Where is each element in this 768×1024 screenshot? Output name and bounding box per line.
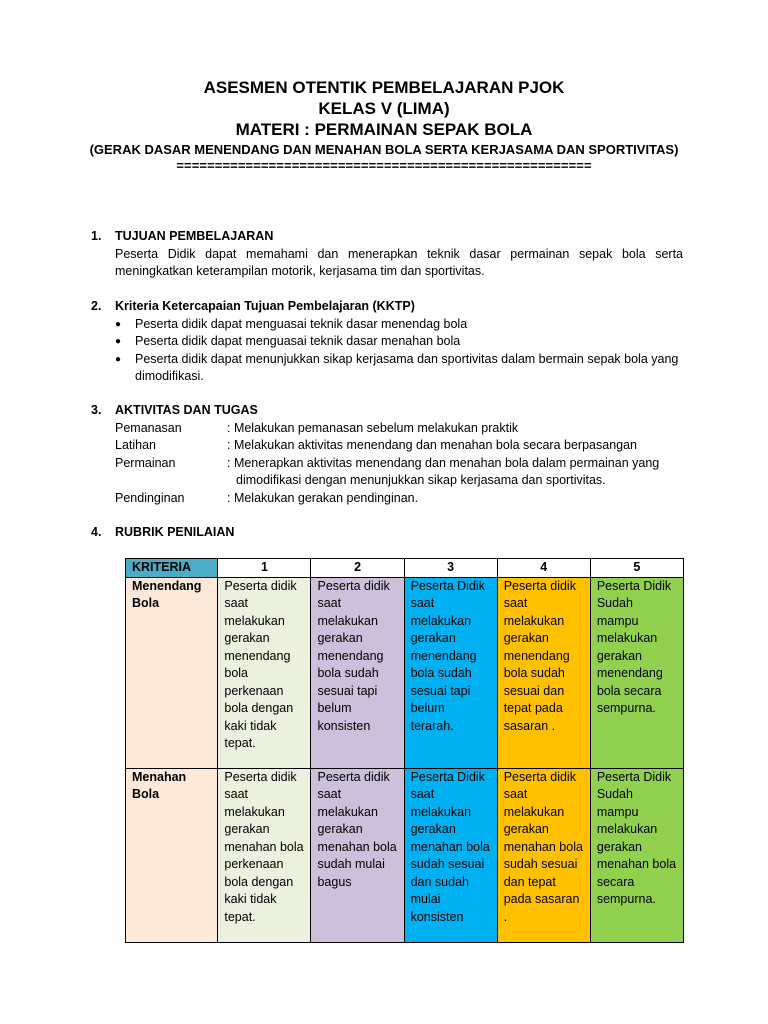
criteria-cell: Menendang Bola: [126, 577, 218, 768]
activity-text: : Melakukan pemanasan sebelum melakukan praktik: [227, 420, 519, 435]
bullet-icon: ●: [115, 336, 122, 347]
bullet-icon: ●: [115, 318, 122, 330]
section-number: 3.: [91, 403, 102, 417]
doc-title: ASESMEN OTENTIK PEMBELAJARAN PJOK: [203, 78, 565, 97]
score-cell: Peserta didik saat melakukan gerakan menahan bola perkenaan bola dengan kaki tidak tepat.: [218, 768, 311, 942]
activity-label: Permainan: [115, 455, 176, 470]
class-title: KELAS V (LIMA): [318, 99, 450, 118]
score-cell: Peserta didik saat melakukan gerakan menendang bola sudah sesuai tapi belum konsisten: [311, 577, 404, 768]
header-score-4: 4: [497, 559, 590, 578]
section-learning-objectives: [91, 228, 683, 281]
list-item: ● Peserta didik dapat menguasai teknik dasar menahan bola: [115, 333, 683, 351]
section-heading: [91, 298, 683, 316]
activity-text: : Menerapkan aktivitas menendang dan menahan bola dalam permainan yang dimodifikasi dengan menunjukkan sikap kerjasama dan sportivitas.: [227, 455, 660, 487]
section-title: Kriteria Ketercapaian Tujuan Pembelajaran (KKTP): [115, 299, 415, 313]
section-heading: [91, 228, 683, 246]
table-header-row: [126, 559, 684, 578]
section-number: 1.: [91, 229, 102, 243]
header-criteria: KRITERIA: [126, 559, 218, 578]
header-score-3: 3: [404, 559, 497, 578]
title-block: [0, 77, 768, 174]
header-score-5: 5: [590, 559, 683, 578]
section-number: 2.: [91, 299, 102, 313]
activity-text: : Melakukan gerakan pendinginan.: [227, 490, 419, 505]
section-title: TUJUAN PEMBELAJARAN: [115, 229, 274, 243]
material-title: MATERI : PERMAINAN SEPAK BOLA: [235, 120, 533, 139]
rubric-table: [125, 558, 684, 943]
activity-row: [115, 455, 683, 490]
list-item: ● Peserta didik dapat menguasai teknik dasar menendag bola: [115, 316, 683, 334]
section-activities: [91, 402, 683, 507]
section-kktp: [91, 298, 683, 386]
section-heading: [91, 524, 683, 542]
criteria-cell: Menahan Bola: [126, 768, 218, 942]
activity-row: [115, 490, 683, 508]
activity-label: Pemanasan: [115, 420, 182, 435]
table-row: [126, 768, 684, 942]
score-cell: Peserta didik saat melakukan gerakan menendang bola sudah sesuai dan tepat pada sasaran .: [497, 577, 590, 768]
activity-label: Latihan: [115, 438, 157, 452]
section-rubric: [91, 524, 683, 542]
kktp-list: [91, 316, 683, 386]
score-cell: Peserta Didik saat melakukan gerakan menendang bola sudah sesuai tapi belum terarah.: [404, 577, 497, 768]
list-item: ● Peserta didik dapat menunjukkan sikap kerjasama dan sportivitas dalam bermain sepak bola yang dimodifikasi.: [115, 351, 683, 386]
score-cell: Peserta didik saat melakukan gerakan menahan bola sudah mulai bagus: [311, 768, 404, 942]
separator-line: ======================================================: [176, 158, 592, 173]
activity-text: : Melakukan aktivitas menendang dan menahan bola secara berpasangan: [227, 438, 637, 452]
score-cell: Peserta didik saat melakukan gerakan menahan bola sudah sesuai dan tepat pada sasaran .: [497, 768, 590, 942]
table-row: [126, 577, 684, 768]
section-heading: [91, 402, 683, 420]
section-number: 4.: [91, 525, 102, 539]
activity-text-continued: dimodifikasi dengan menunjukkan sikap kerjasama dan sportivitas.: [236, 473, 606, 487]
score-cell: Peserta Didik saat melakukan gerakan menahan bola sudah sesuai dan sudah mulai konsisten: [404, 768, 497, 942]
objective-text: Peserta Didik dapat memahami dan menerapkan teknik dasar permainan sepak bola serta meningkatkan keterampilan motorik, kerjasama tim dan sportivitas.: [115, 246, 683, 278]
activity-row: [115, 437, 683, 455]
activity-row: [115, 420, 683, 438]
header-score-2: 2: [311, 559, 404, 578]
score-cell: Peserta didik saat melakukan gerakan menendang bola perkenaan bola dengan kaki tidak tepat.: [218, 577, 311, 768]
score-cell: Peserta Didik Sudah mampu melakukan gerakan menendang bola secara sempurna.: [590, 577, 683, 768]
section-title: AKTIVITAS DAN TUGAS: [115, 403, 258, 417]
score-cell: Peserta Didik Sudah mampu melakukan gerakan menahan bola secara sempurna.: [590, 768, 683, 942]
activity-label: Pendinginan: [115, 490, 185, 505]
section-title: RUBRIK PENILAIAN: [115, 525, 235, 539]
header-score-1: 1: [218, 559, 311, 578]
bullet-icon: ●: [115, 353, 122, 365]
subtitle: (GERAK DASAR MENENDANG DAN MENAHAN BOLA SERTA KERJASAMA DAN SPORTIVITAS): [89, 142, 679, 157]
